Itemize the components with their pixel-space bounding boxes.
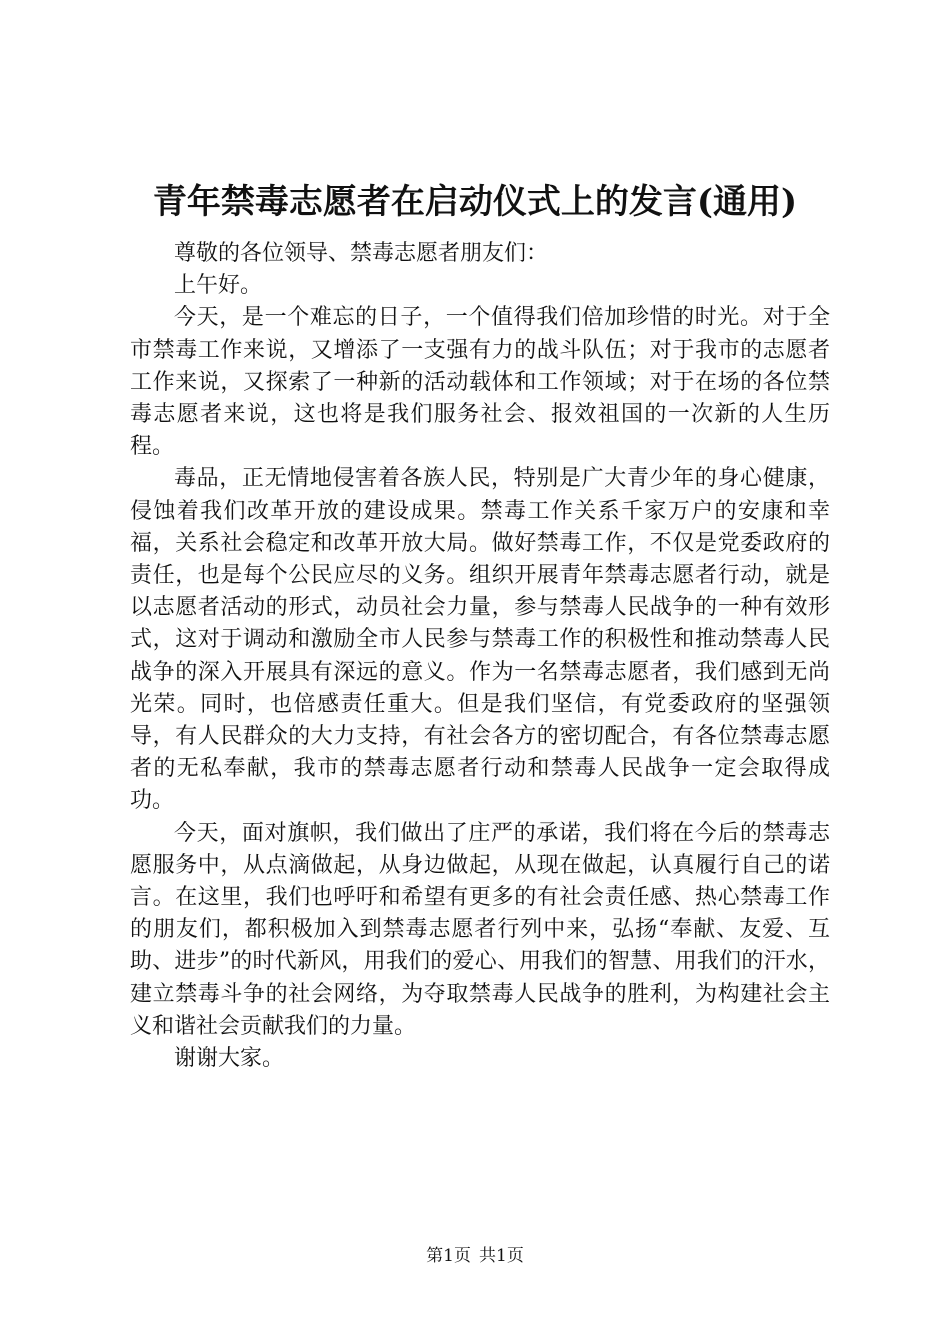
paragraph-opening: 今天，是一个难忘的日子，一个值得我们倍加珍惜的时光。对于全市禁毒工作来说，又增添了一支强有力的战斗队伍；对于我市的志愿者工作来说，又探索了一种新的活动载体和工作领域；对于在场的各位禁毒志愿者来说，这也将是我们服务社会、报效祖国的一次新的人生历程。 — [130, 305, 830, 460]
closing: 谢谢大家。 — [174, 1046, 285, 1072]
paragraph-commitment: 今天，面对旗帜，我们做出了庄严的承诺，我们将在今后的禁毒志愿服务中，从点滴做起，从身边做起，从现在做起，认真履行自己的诺言。在这里，我们也呼吁和希望有更多的有社会责任感、热心禁毒工作的朋友们，都积极加入到禁毒志愿者行列中来，弘扬“奉献、友爱、互助、进步”的时代新风，用我们的爱心、用我们的智慧、用我们的汗水，建立禁毒斗争的社会网络，为夺取禁毒人民战争的胜利，为构建社会主义和谐社会贡献我们的力量。 — [130, 820, 830, 1039]
page-total: 共1页 — [479, 1246, 524, 1266]
salutation: 尊敬的各位领导、禁毒志愿者朋友们： — [174, 241, 549, 266]
document-title: 青年禁毒志愿者在启动仪式上的发言(通用) — [152, 182, 798, 222]
page-number: 第1页 — [426, 1246, 471, 1266]
paragraph-drug-harm: 毒品，正无情地侵害着各族人民，特别是广大青少年的身心健康，侵蚀着我们改革开放的建设成果。禁毒工作关系千家万户的安康和幸福，关系社会稳定和改革开放大局。做好禁毒工作，不仅是党委政府的责任，也是每个公民应尽的义务。组织开展青年禁毒志愿者行动，就是以志愿者活动的形式，动员社会力量，参与禁毒人民战争的一种有效形式，这对于调动和激励全市人民参与禁毒工作的积极性和推动禁毒人民战争的深入开展具有深远的意义。作为一名禁毒志愿者，我们感到无尚光荣。同时，也倍感责任重大。但是我们坚信，有党委政府的坚强领导，有人民群众的大力支持，有社会各方的密切配合，有各位禁毒志愿者的无私奉献，我市的禁毒志愿者行动和禁毒人民战争一定会取得成功。 — [130, 466, 830, 814]
greeting: 上午好。 — [174, 273, 263, 299]
page-footer — [0, 1245, 950, 1267]
document-body — [130, 238, 830, 1075]
